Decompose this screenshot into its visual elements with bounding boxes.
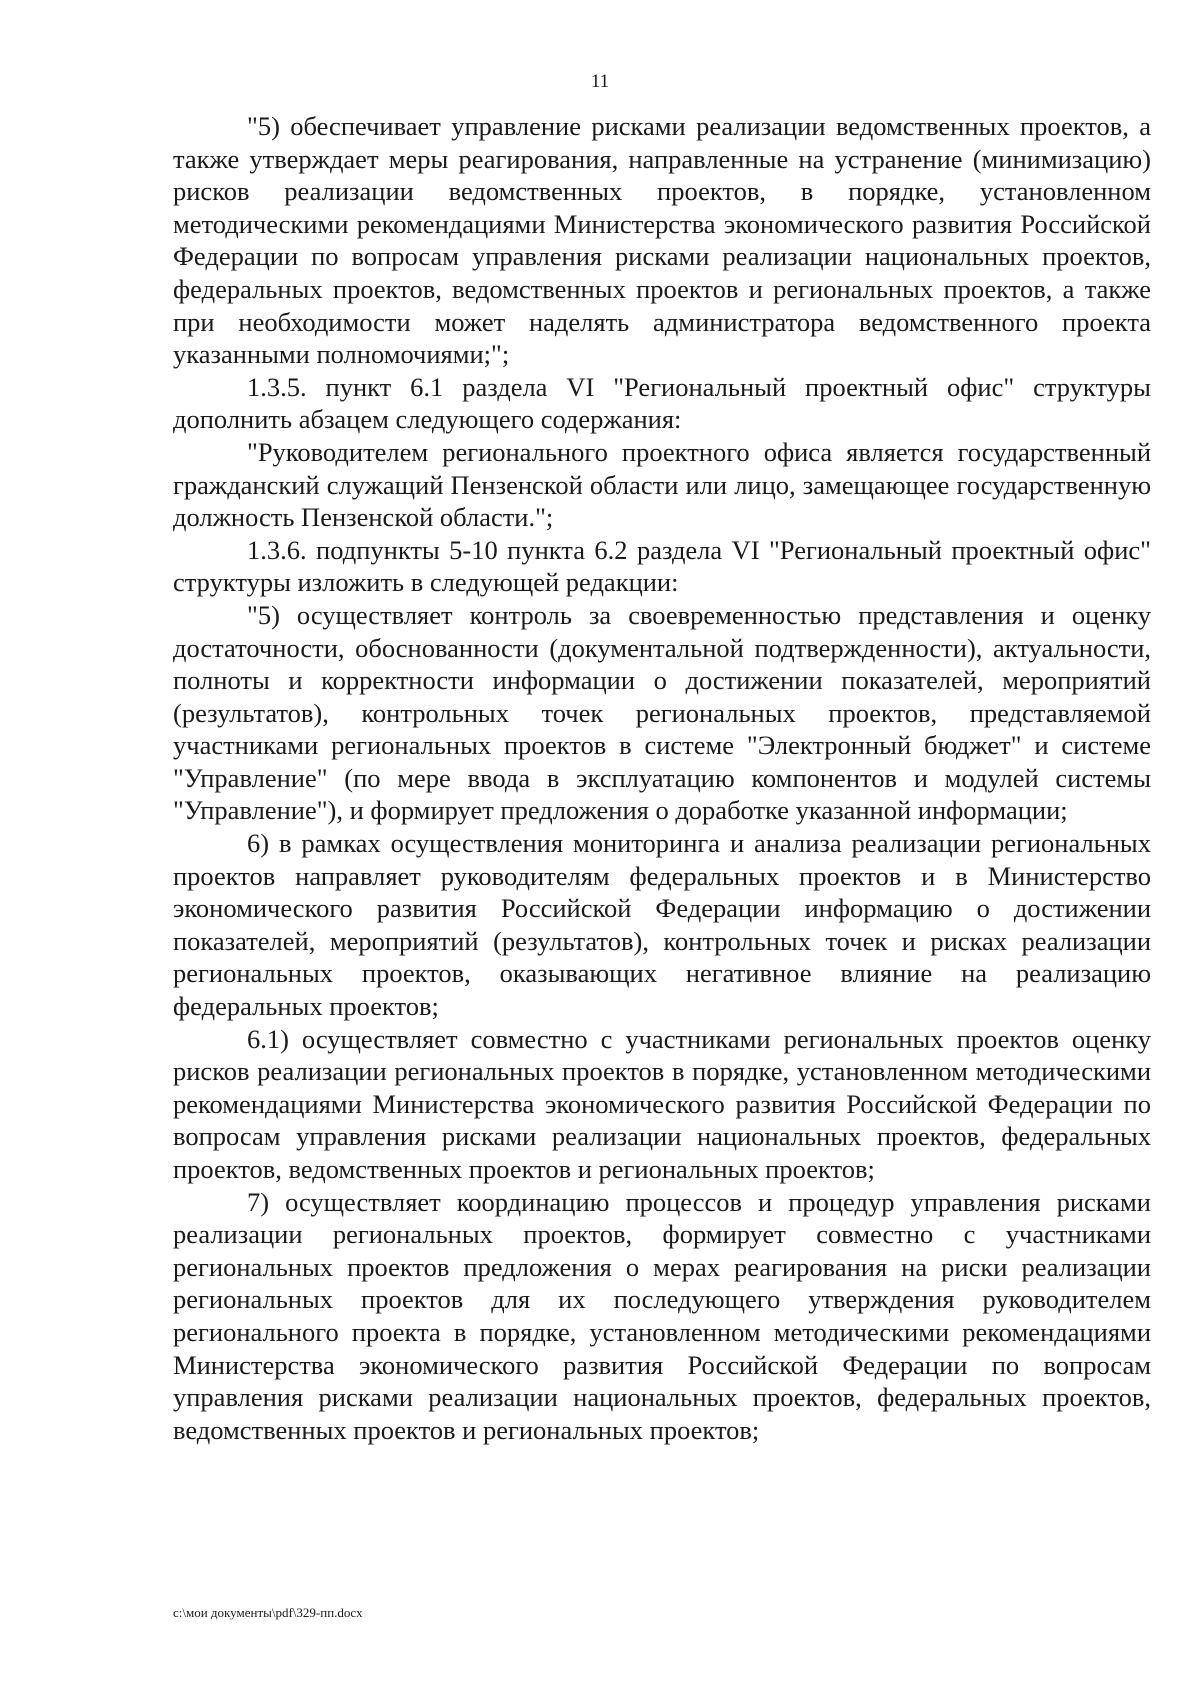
paragraph-1-3-5: 1.3.5. пункт 6.1 раздела VI "Региональный проектный офис" структуры дополнить абзацем следующего содержания: [173,371,1151,435]
paragraph-item-6-monitoring: 6) в рамках осуществления мониторинга и анализа реализации региональных проектов направляет руководителям федеральных проектов и в Министерство экономического развития Российской Федерации информацию о достижении показателей, мероприятий (результатов), контрольных точек и рисках реализации региональных проектов, оказывающих негативное влияние на реализацию федеральных проектов; [173,828,1151,1022]
page-number: 11 [590,71,610,92]
paragraph-item-6-1-risk-assessment: 6.1) осуществляет совместно с участниками региональных проектов оценку рисков реализации региональных проектов в порядке, установленном методическими рекомендациями Министерства экономического развития Российской Федерации по вопросам управления рисками реализации национальных проектов, федеральных проектов, ведомственных проектов и региональных проектов; [173,1023,1151,1184]
paragraph-item-5-control: "5) осуществляет контроль за своевременностью представления и оценку достаточности, обоснованности (документальной подтвержденности), актуальности, полноты и корректности информации о достижении показателей, мероприятий (результатов), контрольных точек региональных проектов, представляемой участниками региональных проектов в системе "Электронный бюджет" и системе "Управление" (по мере ввода в эксплуатацию компонентов и модулей системы "Управление"), и формирует предложения о доработке указанной информации; [173,599,1151,826]
footer-file-path: c:\мои документы\pdf\329-пп.docx [173,1605,363,1620]
document-body [173,110,1151,1446]
paragraph-head-of-office: "Руководителем регионального проектного офиса является государственный гражданский служащий Пензенской области или лицо, замещающее государственную должность Пензенской области."; [173,436,1151,533]
paragraph-item-7-risk-coordination: 7) осуществляет координацию процессов и процедур управления рисками реализации региональных проектов, формирует совместно с участниками региональных проектов предложения о мерах реагирования на риски реализации региональных проектов для их последующего утверждения руководителем регионального проекта в порядке, установленном методическими рекомендациями Министерства экономического развития Российской Федерации по вопросам управления рисками реализации национальных проектов, федеральных проектов, ведомственных проектов и региональных проектов; [173,1186,1151,1445]
paragraph-item-5-admin-risks: "5) обеспечивает управление рисками реализации ведомственных проектов, а также утверждает меры реагирования, направленные на устранение (минимизацию) рисков реализации ведомственных проектов, в порядке, установленном методическими рекомендациями Министерства экономического развития Российской Федерации по вопросам управления рисками реализации национальных проектов, федеральных проектов, ведомственных проектов и региональных проектов, а также при необходимости может наделять администратора ведомственного проекта указанными полномочиями;"; [173,111,1151,370]
paragraph-1-3-6: 1.3.6. подпункты 5-10 пункта 6.2 раздела VI "Региональный проектный офис" структуры изложить в следующей редакции: [173,534,1151,598]
